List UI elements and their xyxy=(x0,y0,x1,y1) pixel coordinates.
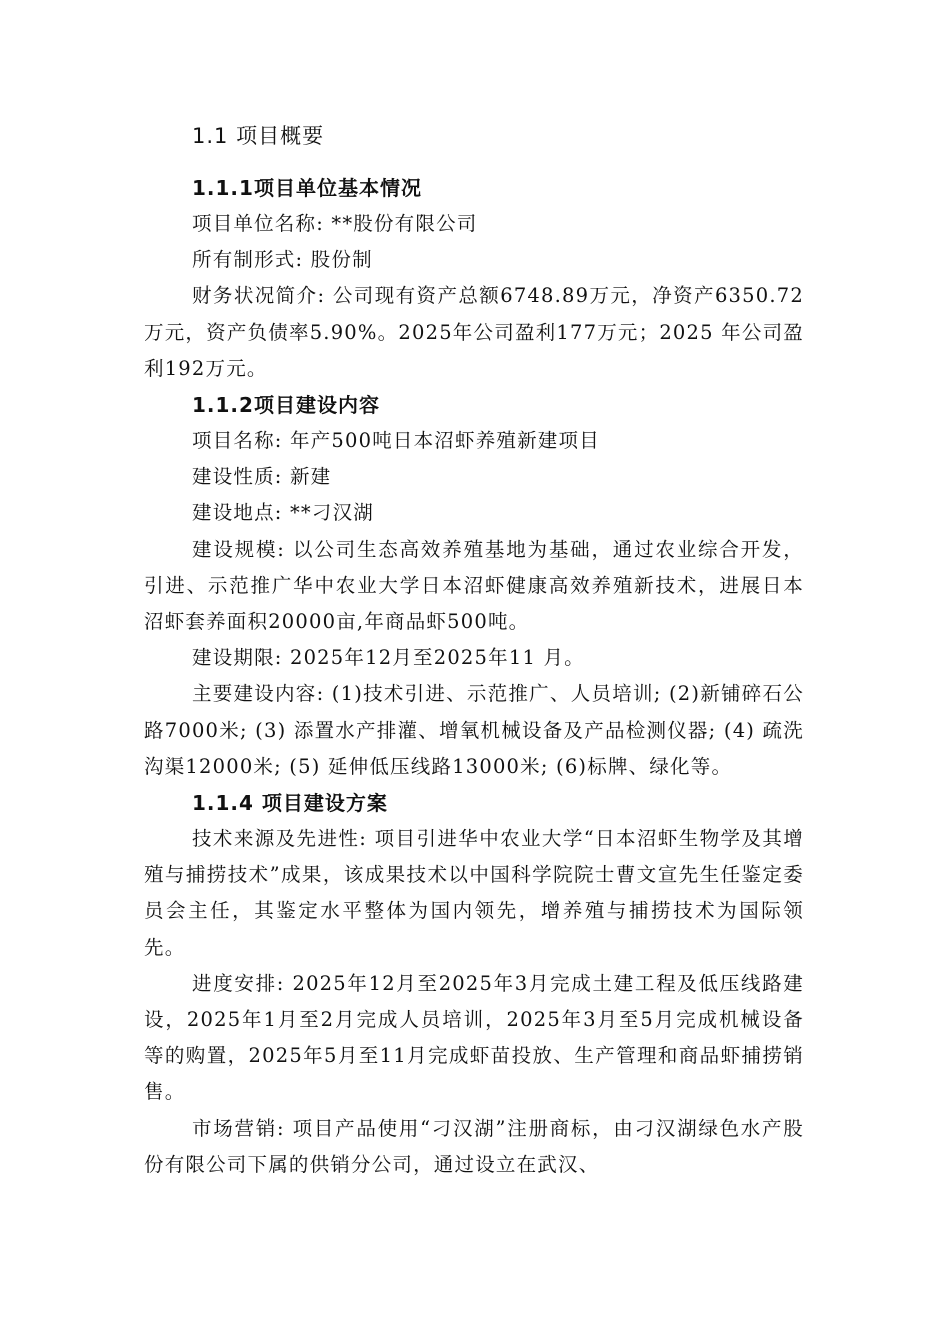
heading-project-overview: 1.1 项目概要 xyxy=(192,124,325,148)
paragraph-technology-source: 技术来源及先进性: 项目引进华中农业大学“日本沼虾生物学及其增殖与捕捞技术”成果，该成果技术以中国科学院院士曹文宣先生任鉴定委员会主任，其鉴定水平整体为国内领先，增养殖与捕捞技术为国际领先。 xyxy=(144,827,804,959)
paragraph-main-content: 主要建设内容: (1)技术引进、示范推广、人员培训; (2)新铺碎石公路7000米; (3) 添置水产排灌、增氧机械设备及产品检测仪器; (4) 疏洗沟渠12000米; (5) 延伸低压线路13000米; (6)标牌、绿化等。 xyxy=(144,682,804,778)
heading-construction-content: 1.1.2项目建设内容 xyxy=(192,393,380,418)
heading-construction-plan: 1.1.4 项目建设方案 xyxy=(192,791,388,816)
paragraph-marketing: 市场营销: 项目产品使用“刁汉湖”注册商标，由刁汉湖绿色水产股份有限公司下属的供销分公司，通过设立在武汉、 xyxy=(144,1116,804,1176)
paragraph-project-name: 项目名称: 年产500吨日本沼虾养殖新建项目 xyxy=(192,429,600,453)
paragraph-construction-period: 建设期限: 2025年12月至2025年11 月。 xyxy=(192,646,585,670)
paragraph-construction-scale: 建设规模: 以公司生态高效养殖基地为基础，通过农业综合开发，引进、示范推广华中农业大学日本沼虾健康高效养殖新技术，进展日本沼虾套养面积20000亩,年商品虾500吨。 xyxy=(144,537,804,634)
paragraph-construction-nature: 建设性质: 新建 xyxy=(192,465,332,489)
paragraph-construction-site: 建设地点: **刁汉湖 xyxy=(192,501,374,525)
paragraph-unit-name: 项目单位名称: **股份有限公司 xyxy=(192,212,478,235)
paragraph-ownership: 所有制形式: 股份制 xyxy=(192,248,373,272)
paragraph-financial-status: 财务状况简介: 公司现有资产总额6748.89万元，净资产6350.72万元，资产负债率5.90%。2025年公司盈利177万元；2025 年公司盈利192万元。 xyxy=(144,284,804,380)
document-body xyxy=(144,118,804,1183)
paragraph-schedule: 进度安排: 2025年12月至2025年3月完成土建工程及低压线路建设，2025年1月至2月完成人员培训，2025年3月至5月完成机械设备等的购置，2025年5月至11月完成虾苗投放、生产管理和商品虾捕捞销售。 xyxy=(144,971,804,1104)
heading-unit-basic-info: 1.1.1项目单位基本情况 xyxy=(192,176,422,200)
